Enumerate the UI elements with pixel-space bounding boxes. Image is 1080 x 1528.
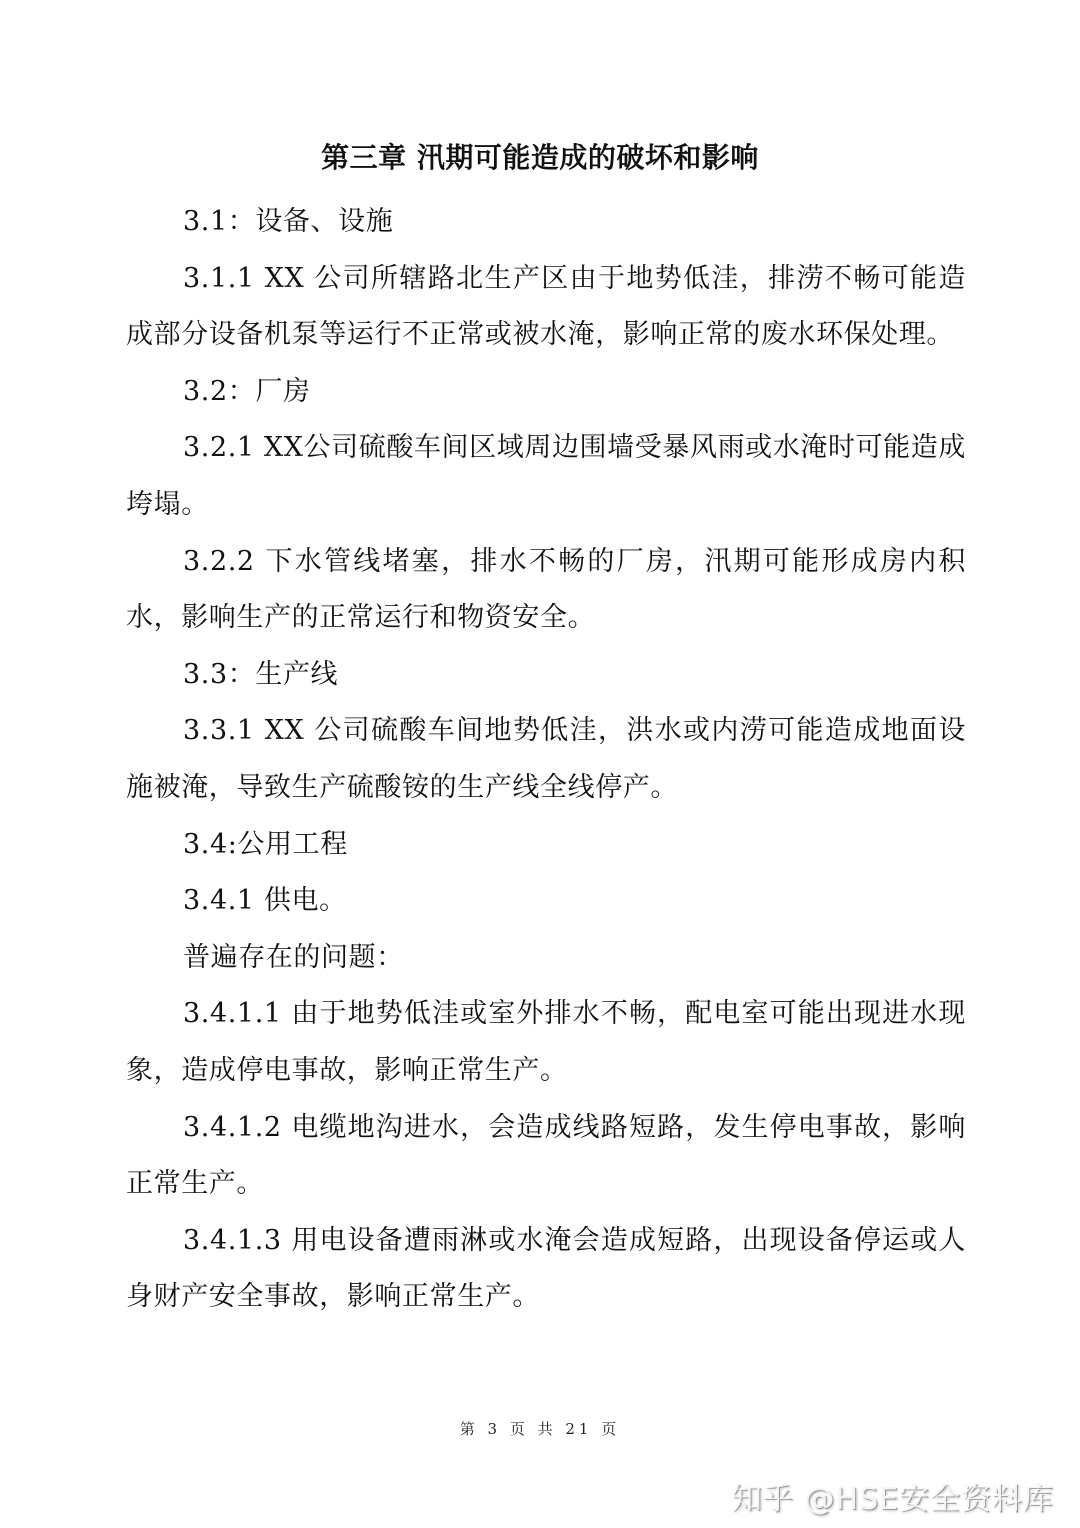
paragraph-3-2-1: 3.2.1 XX公司硫酸车间区域周边围墙受暴风雨或水淹时可能造成垮塌。 [126,432,966,520]
chapter-title: 第三章 汛期可能造成的破坏和影响 [321,141,759,174]
document-body [126,194,966,1326]
paragraph-3-4-1-2: 3.4.1.2 电缆地沟进水，会造成线路短路，发生停电事故，影响正常生产。 [126,1111,966,1200]
paragraph-3-4-1: 3.4.1 供电。 [183,885,347,917]
paragraph-3-3-1: 3.3.1 XX 公司硫酸车间地势低洼，洪水或内涝可能造成地面设施被淹，导致生产硫酸铵的生产线全线停产。 [126,715,966,803]
zhihu-watermark: 知乎 @HSE安全资料库 [732,1482,1055,1517]
paragraph-3-2-2: 3.2.2 下水管线堵塞，排水不畅的厂房，汛期可能形成房内积水，影响生产的正常运行和物资安全。 [126,545,966,634]
section-heading-3-2: 3.2：厂房 [183,375,311,407]
section-heading-3-1: 3.1：设备、设施 [183,206,394,237]
common-problems-label: 普遍存在的问题： [183,941,404,973]
section-heading-3-3: 3.3：生产线 [183,658,339,690]
paragraph-3-4-1-3: 3.4.1.3 用电设备遭雨淋或水淹会造成短路，出现设备停运或人身财产安全事故，影响正常生产。 [126,1224,966,1313]
paragraph-3-1-1: 3.1.1 XX 公司所辖路北生产区由于地势低洼，排涝不畅可能造成部分设备机泵等运行不正常或被水淹，影响正常的废水环保处理。 [126,262,966,351]
page-number-footer: 第 3 页 共 21 页 [459,1420,621,1438]
section-heading-3-4: 3.4:公用工程 [183,828,348,860]
paragraph-3-4-1-1: 3.4.1.1 由于地势低洼或室外排水不畅，配电室可能出现进水现象，造成停电事故，影响正常生产。 [126,998,966,1086]
